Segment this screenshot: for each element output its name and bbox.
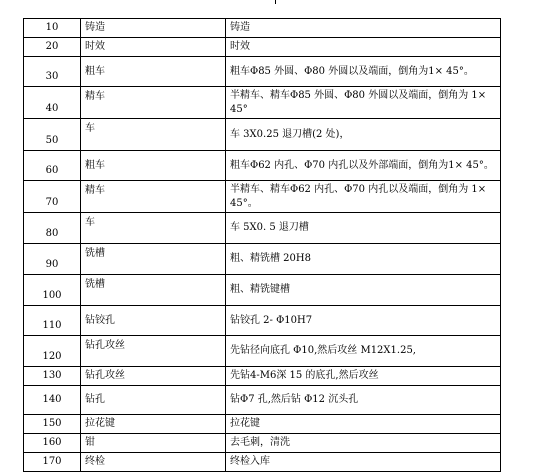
- step-name: 铣槽: [81, 244, 226, 275]
- step-content: 粗车Φ62 内孔、Φ70 内孔以及外部端面，倒角为1× 45°。: [226, 151, 501, 181]
- step-number: 170: [24, 453, 81, 472]
- step-name: 拉花键: [81, 415, 226, 434]
- step-number: 60: [24, 151, 81, 181]
- table-row: [24, 306, 501, 336]
- table-row: [24, 38, 501, 57]
- step-name: 精车: [81, 181, 226, 213]
- step-name: 钻孔: [81, 386, 226, 415]
- step-name: 铣槽: [81, 275, 226, 306]
- step-name: 钻铰孔: [81, 306, 226, 336]
- step-content: 时效: [226, 38, 501, 57]
- step-name: 终检: [81, 453, 226, 472]
- step-number: 160: [24, 434, 81, 453]
- step-name: 精车: [81, 87, 226, 119]
- step-name: 钻孔攻丝: [81, 336, 226, 367]
- table-row: [24, 434, 501, 453]
- step-name: 时效: [81, 38, 226, 57]
- step-name: 车: [81, 119, 226, 151]
- table-row: [24, 367, 501, 386]
- table-row: [24, 19, 501, 38]
- table-row: [24, 181, 501, 213]
- step-number: 50: [24, 119, 81, 151]
- step-name: 粗车: [81, 151, 226, 181]
- step-content: 铸造: [226, 19, 501, 38]
- step-number: 110: [24, 306, 81, 336]
- step-content: 粗车Φ85 外圆、Φ80 外圆以及端面，倒角为1× 45°。: [226, 57, 501, 87]
- table-row: [24, 57, 501, 87]
- table-row: [24, 275, 501, 306]
- step-content: 车 3X0.25 退刀槽(2 处)，: [226, 119, 501, 151]
- step-content: 先钻径向底孔 Φ10,然后攻丝 M12X1.25,: [226, 336, 501, 367]
- step-number: 120: [24, 336, 81, 367]
- step-number: 130: [24, 367, 81, 386]
- step-name: 粗车: [81, 57, 226, 87]
- table-row: [24, 336, 501, 367]
- step-content: 先钻4-M6深 15 的底孔,然后攻丝: [226, 367, 501, 386]
- step-number: 90: [24, 244, 81, 275]
- step-content: 粗、精铣键槽: [226, 275, 501, 306]
- step-number: 10: [24, 19, 81, 38]
- step-content: 半精车、精车Φ85 外圆、Φ80 外圆以及端面，倒角为 1× 45°: [226, 87, 501, 119]
- process-table: [23, 18, 501, 472]
- step-name: 铸造: [81, 19, 226, 38]
- step-number: 100: [24, 275, 81, 306]
- step-number: 70: [24, 181, 81, 213]
- step-number: 150: [24, 415, 81, 434]
- step-name: 钳: [81, 434, 226, 453]
- table-row: [24, 453, 501, 472]
- step-content: 拉花键: [226, 415, 501, 434]
- step-number: 30: [24, 57, 81, 87]
- table-row: [24, 213, 501, 244]
- step-content: 粗、精铣槽 20H8: [226, 244, 501, 275]
- step-number: 40: [24, 87, 81, 119]
- step-content: 车 5X0. 5 退刀槽: [226, 213, 501, 244]
- table-row: [24, 151, 501, 181]
- step-number: 140: [24, 386, 81, 415]
- step-number: 20: [24, 38, 81, 57]
- table-row: [24, 87, 501, 119]
- step-number: 80: [24, 213, 81, 244]
- table-row: [24, 119, 501, 151]
- table-row: [24, 415, 501, 434]
- text-cursor: [275, 0, 276, 4]
- table-row: [24, 386, 501, 415]
- step-content: 终检入库: [226, 453, 501, 472]
- step-content: 钻Φ7 孔,然后钻 Φ12 沉头孔: [226, 386, 501, 415]
- table-row: [24, 244, 501, 275]
- step-content: 钻铰孔 2- Φ10H7: [226, 306, 501, 336]
- step-name: 车: [81, 213, 226, 244]
- step-content: 去毛刺，清洗: [226, 434, 501, 453]
- step-name: 钻孔攻丝: [81, 367, 226, 386]
- step-content: 半精车、精车Φ62 内孔、Φ70 内孔以及端面，倒角为 1× 45°。: [226, 181, 501, 213]
